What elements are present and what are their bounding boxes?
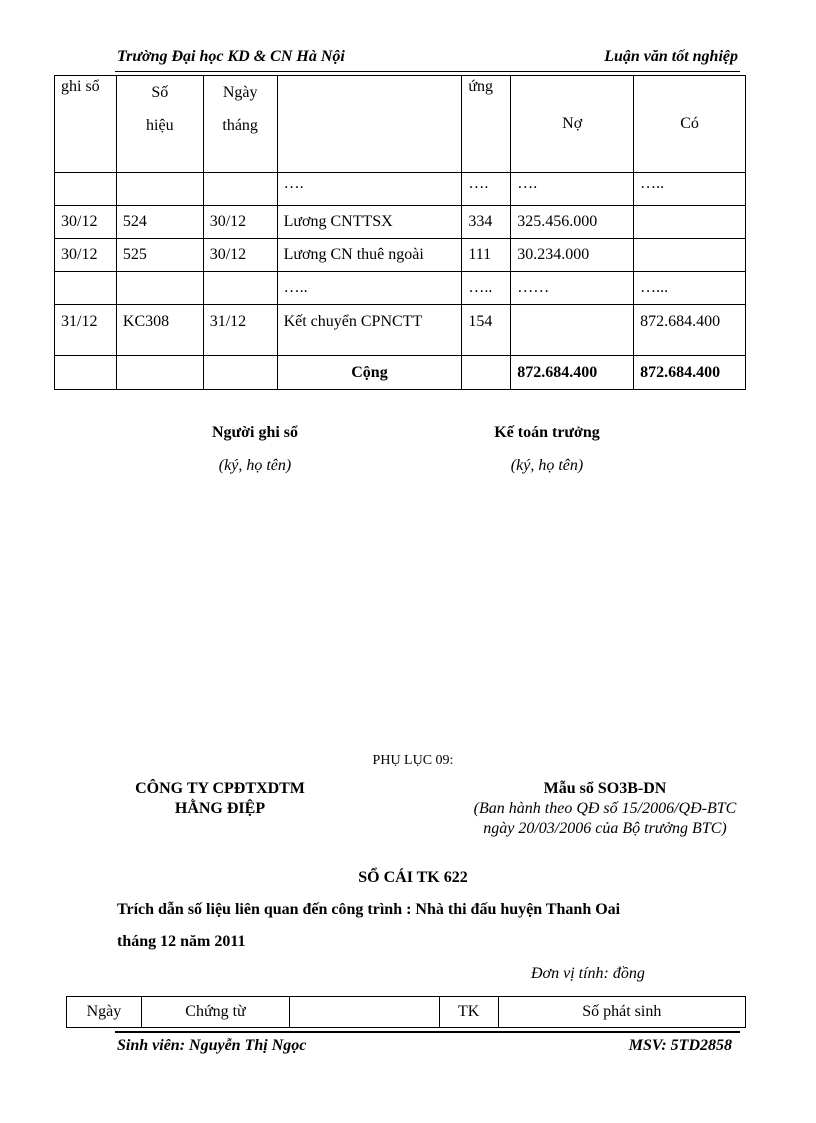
ledger-table-2 xyxy=(66,996,746,1028)
cell: 872.684.400 xyxy=(634,305,746,356)
cell xyxy=(203,173,277,206)
cell: 30/12 xyxy=(203,206,277,239)
cell xyxy=(203,356,277,390)
company-line-1: CÔNG TY CPĐTXDTM xyxy=(135,780,305,797)
header-rule xyxy=(115,71,740,72)
cell xyxy=(55,272,117,305)
company-line-2: HẰNG ĐIỆP xyxy=(174,800,266,817)
signature-right-title: Kế toán trưởng xyxy=(494,424,600,441)
signature-left-sub: (ký, họ tên) xyxy=(218,457,292,474)
signature-right-sub: (ký, họ tên) xyxy=(510,457,584,474)
cell: 30/12 xyxy=(203,239,277,272)
signature-left-title: Người ghi sổ xyxy=(211,424,299,441)
cell: 30/12 xyxy=(55,206,117,239)
cell: …. xyxy=(277,173,462,206)
form-code: Mẫu sổ SO3B-DN xyxy=(543,780,667,797)
cell: ….. xyxy=(462,272,511,305)
cell: 111 xyxy=(462,239,511,272)
cell xyxy=(55,356,117,390)
footer-msv: MSV: 5TD2858 xyxy=(628,1037,732,1054)
cell: 31/12 xyxy=(203,305,277,356)
total-no: 872.684.400 xyxy=(511,356,634,390)
footer-rule xyxy=(115,1031,740,1033)
form-info xyxy=(430,779,780,839)
header-school: Trường Đại học KD & CN Hà Nội xyxy=(117,48,345,65)
cell xyxy=(116,356,203,390)
col-ghi-so: ghi sổ xyxy=(55,76,117,173)
table-2-header-row xyxy=(67,997,746,1028)
cell xyxy=(634,239,746,272)
header-thesis: Luận văn tốt nghiệp xyxy=(604,48,738,65)
total-co: 872.684.400 xyxy=(634,356,746,390)
cell xyxy=(116,272,203,305)
cell: …. xyxy=(462,173,511,206)
table-row xyxy=(55,239,746,272)
cell: 525 xyxy=(116,239,203,272)
col-so-hieu: Số hiệu xyxy=(116,76,203,173)
col-chung-tu: Chứng từ xyxy=(141,997,289,1028)
table-row xyxy=(55,173,746,206)
cell: Lương CN thuê ngoài xyxy=(277,239,462,272)
unit-text: Đơn vị tính: đồng xyxy=(531,965,645,982)
cell: Lương CNTTSX xyxy=(277,206,462,239)
cell: 154 xyxy=(462,305,511,356)
col-no: Nợ xyxy=(511,76,634,173)
total-row xyxy=(55,356,746,390)
cell xyxy=(55,173,117,206)
cell xyxy=(462,356,511,390)
cell xyxy=(634,206,746,239)
footer-student: Sinh viên: Nguyễn Thị Ngọc xyxy=(117,1037,307,1054)
col-ngay-thang: Ngày tháng xyxy=(203,76,277,173)
cell: 334 xyxy=(462,206,511,239)
col-dien-giai xyxy=(277,76,462,173)
col-so-phat-sinh: Số phát sinh xyxy=(498,997,745,1028)
col-dien-giai-2 xyxy=(290,997,440,1028)
cell xyxy=(511,305,634,356)
ledger-table xyxy=(54,75,746,390)
period-text: tháng 12 năm 2011 xyxy=(117,933,246,950)
cell: …. xyxy=(511,173,634,206)
appendix-label: PHỤ LỤC 09: xyxy=(372,753,454,768)
table-row xyxy=(55,206,746,239)
cell: ….. xyxy=(277,272,462,305)
ledger-title: SỔ CÁI TK 622 xyxy=(358,869,468,886)
cell: 524 xyxy=(116,206,203,239)
cell: …... xyxy=(634,272,746,305)
cell: 325.456.000 xyxy=(511,206,634,239)
cell: Kết chuyển CPNCTT xyxy=(277,305,462,356)
cell xyxy=(116,173,203,206)
total-label: Cộng xyxy=(277,356,462,390)
col-tk: TK xyxy=(439,997,498,1028)
col-ngay: Ngày xyxy=(67,997,142,1028)
form-note-2: ngày 20/03/2006 của Bộ trưởng BTC) xyxy=(483,820,727,837)
excerpt-text: Trích dẫn số liệu liên quan đến công trình : Nhà thi đấu huyện Thanh Oai xyxy=(117,901,621,918)
form-note-1: (Ban hành theo QĐ số 15/2006/QĐ-BTC xyxy=(473,800,737,817)
cell: 30/12 xyxy=(55,239,117,272)
cell: 31/12 xyxy=(55,305,117,356)
cell: ….. xyxy=(634,173,746,206)
col-co: Có xyxy=(634,76,746,173)
company-name xyxy=(100,779,340,819)
cell xyxy=(203,272,277,305)
col-tk-doi-ung: ứng xyxy=(462,76,511,173)
cell: KC308 xyxy=(116,305,203,356)
ledger-header-row xyxy=(55,76,746,173)
table-row xyxy=(55,272,746,305)
table-row xyxy=(55,305,746,356)
cell: …… xyxy=(511,272,634,305)
cell: 30.234.000 xyxy=(511,239,634,272)
